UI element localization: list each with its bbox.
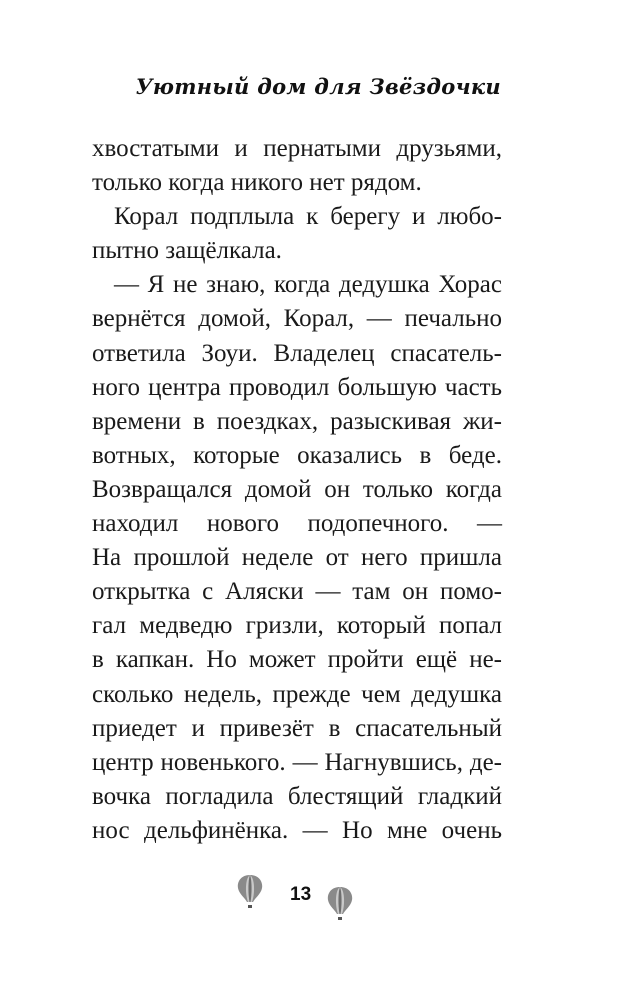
page-footer — [0, 872, 619, 922]
text-line: нос дельфинёнка. — Но мне очень — [92, 816, 502, 844]
text-line: открытка с Аляски — там он помо- — [92, 578, 502, 606]
text-line: гал медведю гризли, который попал — [92, 612, 502, 640]
text-line: пытно защёлкала. — [92, 237, 282, 265]
text-line: На прошлой неделе от него пришла — [92, 544, 502, 572]
text-line: приедет и привезёт в спасательный — [92, 714, 502, 742]
text-line: — Я не знаю, когда дедушка Хорас — [114, 271, 502, 299]
text-line: вочка погладила блестящий гладкий — [92, 782, 502, 810]
text-line: вотных, которые оказались в беде. — [92, 441, 502, 469]
hot-air-balloon-icon — [326, 886, 354, 922]
body-text — [92, 132, 502, 848]
text-line: времени в поездках, разыскивая жи- — [92, 407, 502, 435]
text-line: только когда никого нет рядом. — [92, 169, 422, 197]
text-line: сколько недель, прежде чем дедушка — [92, 680, 502, 708]
text-line: ответила Зоуи. Владелец спасатель- — [92, 339, 502, 367]
text-line: вернётся домой, Корал, — печально — [92, 305, 502, 333]
text-line: центр новенького. — Нагнувшись, де- — [92, 748, 502, 776]
running-header: Уютный дом для Звёздочки — [135, 74, 501, 99]
text-line: Возвращался домой он только когда — [92, 475, 502, 503]
text-line: хвостатыми и пернатыми друзьями, — [92, 135, 502, 162]
text-line: в капкан. Но может пройти ещё не- — [92, 646, 502, 674]
page-number: 13 — [290, 884, 312, 905]
text-line: ного центра проводил большую часть — [92, 373, 502, 401]
text-line: Корал подплыла к берегу и любо- — [114, 203, 502, 231]
hot-air-balloon-icon — [236, 874, 264, 910]
text-line: находил нового подопечного. — — [92, 510, 502, 538]
